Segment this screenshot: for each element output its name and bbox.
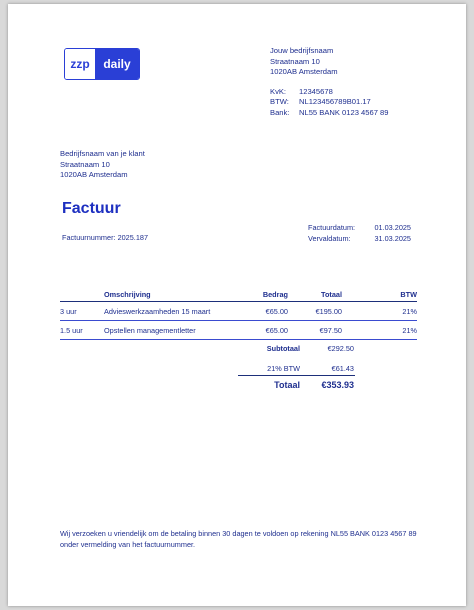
btw-label: BTW: (270, 97, 289, 107)
row-qty: 3 uur (60, 306, 77, 316)
header-vat: BTW (400, 290, 417, 299)
due-date-label: Vervaldatum: (308, 233, 351, 243)
row-qty: 1.5 uur (60, 325, 83, 335)
vat-row (238, 360, 355, 376)
subtotal-row (238, 340, 355, 356)
btw-value: NL123456789B01.17 (299, 97, 371, 107)
kvk-row (270, 87, 389, 98)
client-street: Straatnaam 10 (60, 159, 110, 169)
subtotal-label: Subtotaal (266, 343, 300, 353)
invoice-dates (308, 223, 411, 244)
table-header (60, 288, 417, 302)
bank-value: NL55 BANK 0123 4567 89 (299, 107, 389, 117)
kvk-value: 12345678 (299, 86, 333, 96)
header-description: Omschrijving (104, 290, 151, 299)
header-rate: Bedrag (262, 290, 288, 299)
row-description: Opstellen managementletter (104, 325, 196, 335)
row-rate: €65.00 (265, 306, 288, 316)
row-description: Advieswerkzaamheden 15 maart (104, 306, 211, 316)
invoice-number-label: Factuurnummer: (62, 233, 116, 242)
invoice-number (62, 233, 148, 242)
company-street: Straatnaam 10 (270, 56, 320, 66)
header-total: Totaal (321, 290, 342, 299)
invoice-title: Factuur (62, 200, 121, 217)
btw-row (270, 97, 389, 108)
company-details (270, 46, 389, 119)
line-items-table (60, 288, 417, 340)
invoice-number-value: 2025.187 (117, 233, 148, 242)
total-row (238, 377, 355, 393)
client-details (60, 149, 145, 181)
logo-text-left: zzp (65, 49, 95, 79)
subtotal-value: €292.50 (327, 343, 354, 353)
kvk-label: KvK: (270, 86, 287, 96)
row-vat: 21% (402, 325, 417, 335)
row-total: €97.50 (319, 325, 342, 335)
table-row (60, 302, 417, 321)
vat-value: €61.43 (331, 363, 354, 373)
vat-label: 21% BTW (267, 363, 300, 373)
company-name: Jouw bedrijfsnaam (270, 46, 334, 55)
company-logo (64, 48, 140, 80)
invoice-date-label: Factuurdatum: (308, 223, 356, 232)
client-city: 1020AB Amsterdam (60, 170, 128, 180)
client-name: Bedrijfsnaam van je klant (60, 149, 145, 158)
row-total: €195.00 (315, 306, 342, 316)
row-rate: €65.00 (265, 325, 288, 335)
bank-row (270, 108, 389, 119)
invoice-date-value: 01.03.2025 (374, 223, 411, 232)
invoice-page (8, 4, 466, 606)
total-label: Totaal (274, 380, 300, 390)
total-divider (238, 375, 355, 376)
logo-text-right: daily (95, 49, 139, 79)
row-vat: 21% (402, 306, 417, 316)
payment-note: Wij verzoeken u vriendelijk om de betaling binnen 30 dagen te voldoen op rekening NL55 BANK 0123 4567 89 onder vermelding van het factuurnummer. (60, 529, 417, 549)
due-date-value: 31.03.2025 (374, 233, 411, 243)
table-row (60, 321, 417, 340)
total-value: €353.93 (321, 380, 354, 390)
bank-label: Bank: (270, 107, 290, 117)
company-city: 1020AB Amsterdam (270, 67, 338, 77)
